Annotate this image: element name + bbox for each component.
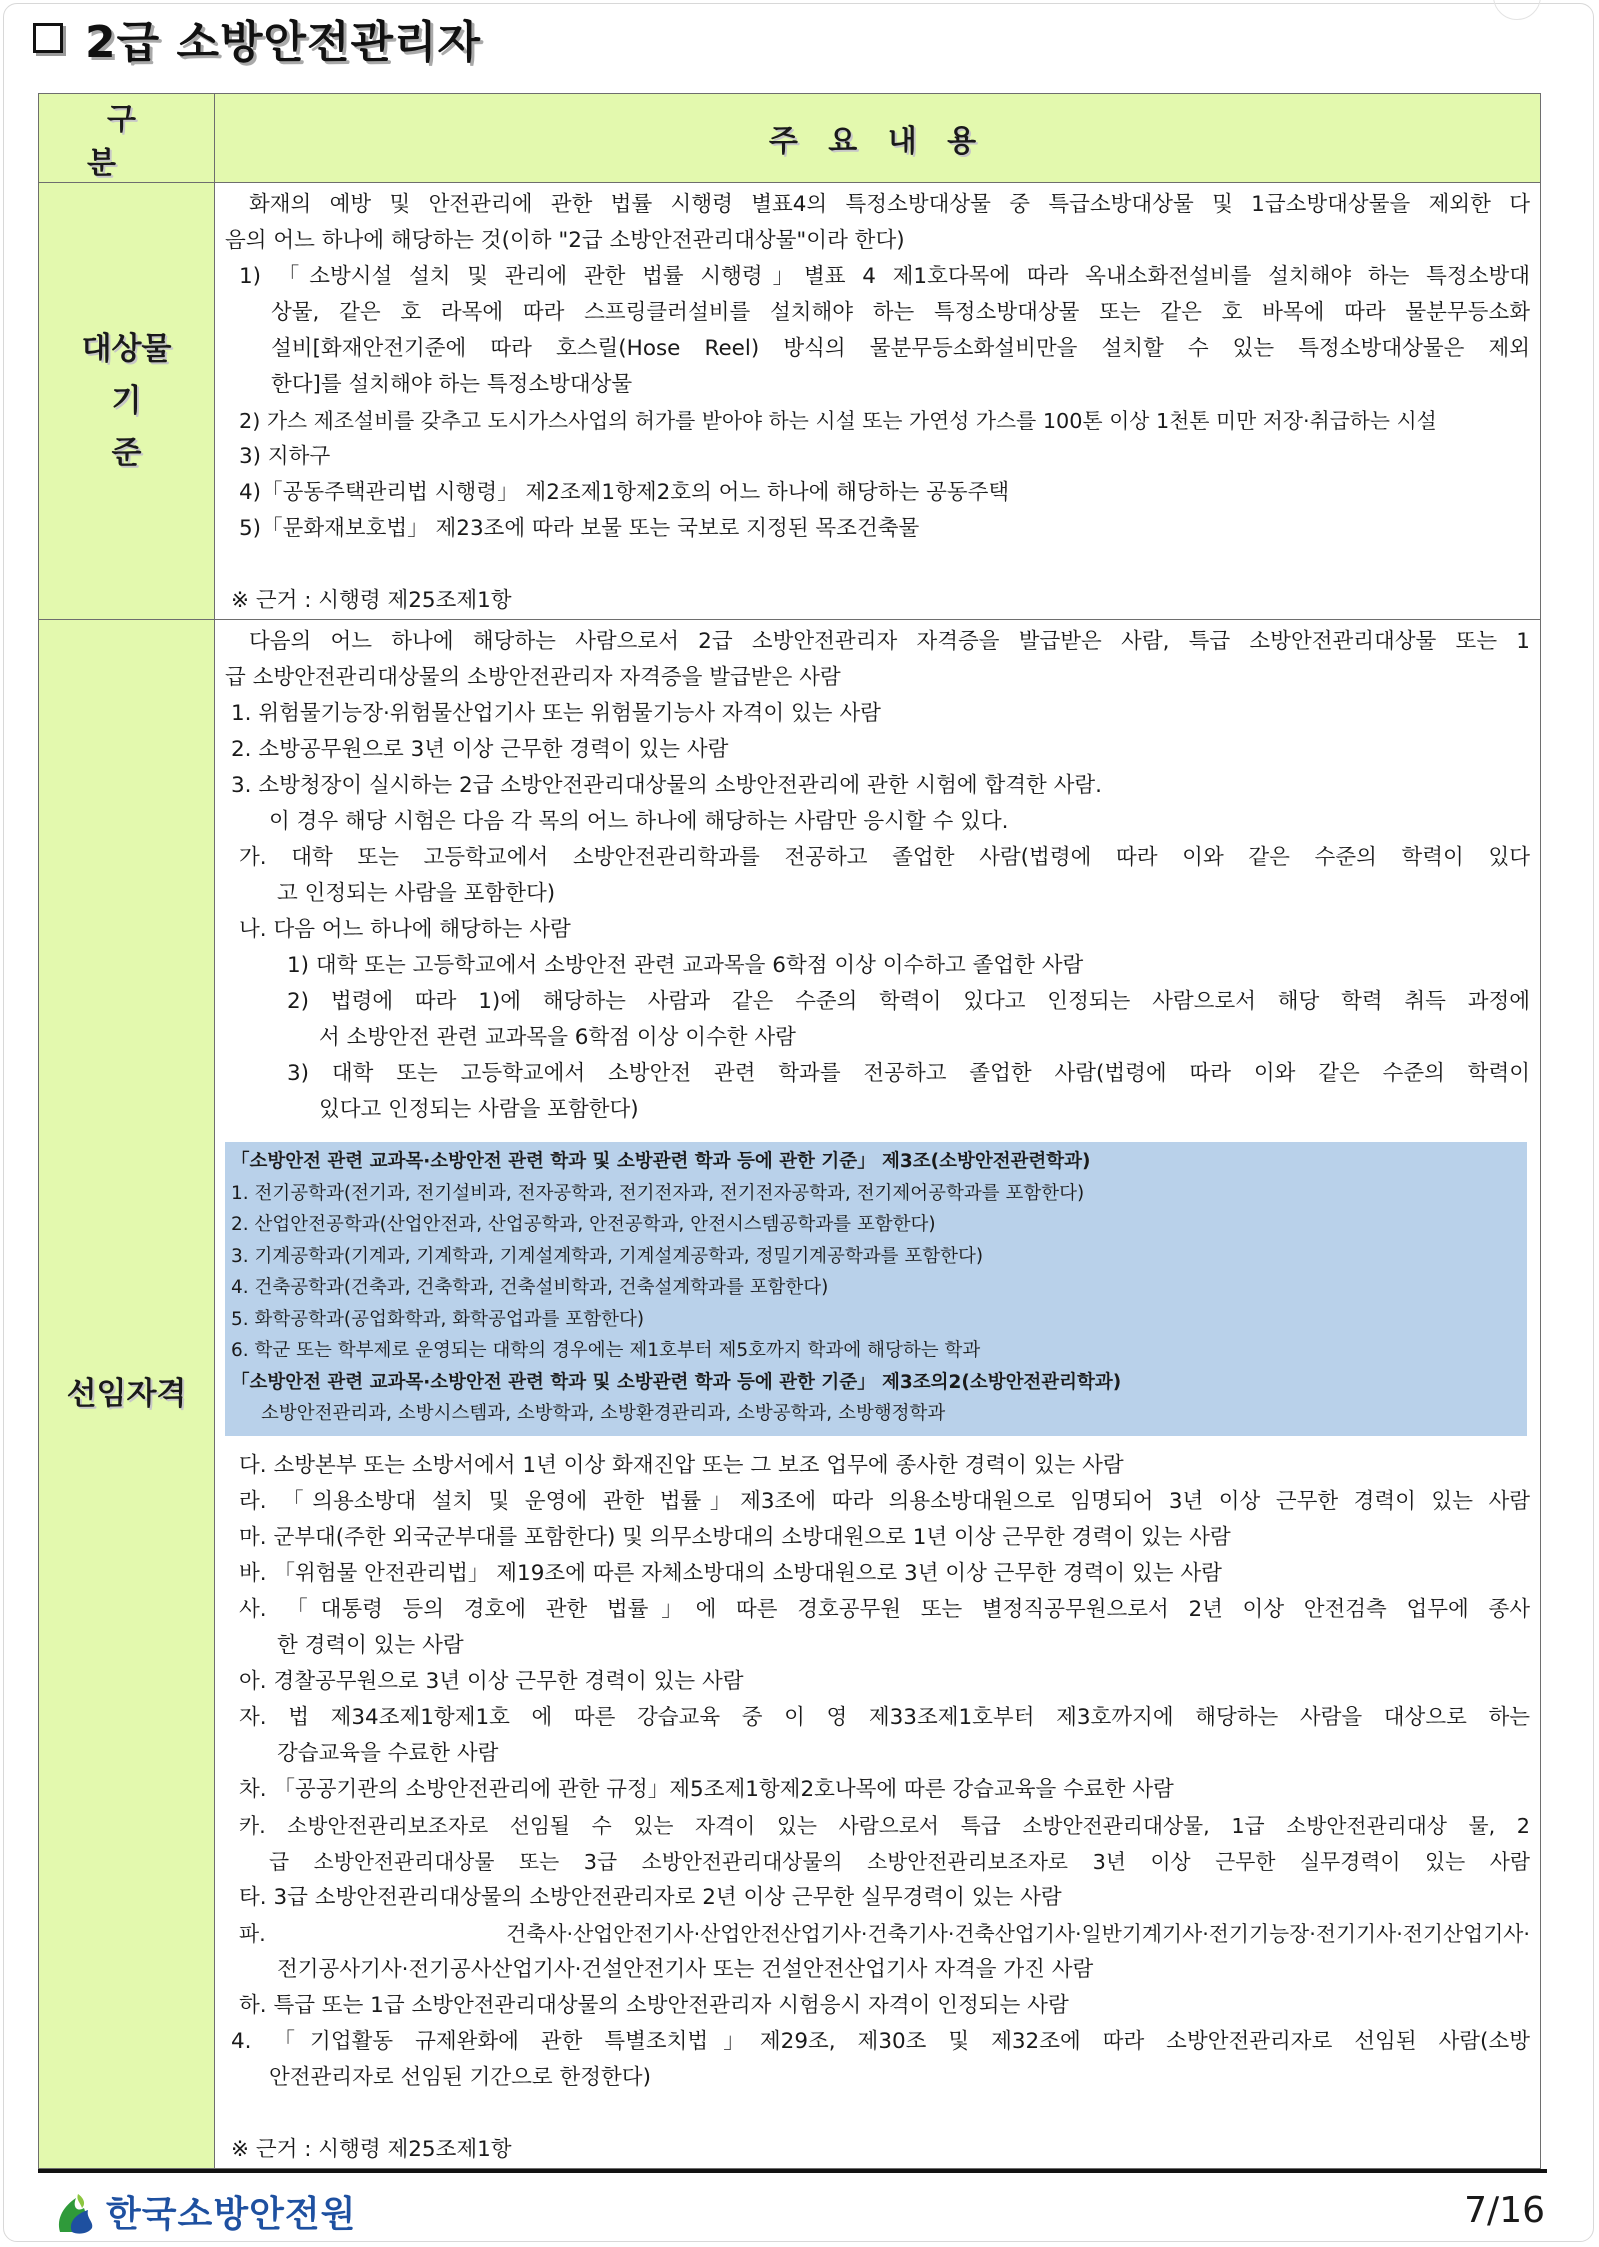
section1-category-line1: 대상물 — [81, 331, 172, 367]
text-line: 다음의 어느 하나에 해당하는 사람으로서 2급 소방안전관리자 자격증을 발급받은 사람, 특급 소방안전관리대상물 또는 1 — [249, 629, 1530, 654]
text-line: 서 소방안전 관련 교과목을 6학점 이상 이수한 사람 — [319, 1025, 796, 1050]
flame-logo-icon — [54, 2188, 98, 2236]
text-line: 1) 「소방시설 설치 및 관리에 관한 법률 시행령」별표 4 제1호다목에 따라 옥내소화전설비를 설치해야 하는 특정소방대 — [239, 264, 1530, 289]
text-line: 고 인정되는 사람을 포함한다) — [277, 881, 556, 906]
text-line: 한 경력이 있는 사람 — [277, 1632, 464, 1658]
section2-content — [215, 620, 1541, 2169]
text-line: 안전관리자로 선임된 기간으로 한정한다) — [269, 2064, 651, 2090]
page-title-row — [33, 10, 481, 66]
box-heading: 「소방안전 관련 교과목·소방안전 관련 학과 및 소방관련 학과 등에 관한 기준」 제3조의2(소방안전관리학과) — [231, 1371, 1122, 1393]
text-line: 2) 법령에 따라 1)에 해당하는 사람과 같은 수준의 학력이 있다고 인정되는 사람으로서 해당 학력 취득 과정에 — [287, 989, 1530, 1014]
related-departments-box — [225, 1142, 1527, 1436]
text-line: 1. 위험물기능장·위험물산업기사 또는 위험물기능사 자격이 있는 사람 — [231, 701, 881, 726]
text-line: 한다]를 설치해야 하는 특정소방대상물 — [271, 372, 633, 397]
text-line: 사. 「대통령 등의 경호에 관한 법률」에 따른 경호공무원 또는 별정직공무원으로서 2년 이상 안전검측 업무에 종사 — [239, 1596, 1530, 1622]
section1-category-line2: 기 준 — [111, 383, 172, 471]
footer-logo — [54, 2186, 356, 2237]
text-line: 3) 지하구 — [239, 444, 331, 469]
box-line: 4. 건축공학과(건축과, 건축학과, 건축설비학과, 건축설계학과를 포함한다) — [231, 1277, 829, 1298]
section2-category-cell — [39, 620, 215, 2169]
basis-note: ※ 근거 : 시행령 제25조제1항 — [231, 2136, 512, 2162]
text-line: 5)「문화재보호법」 제23조에 따라 보물 또는 국보로 지정된 목조건축물 — [239, 516, 920, 541]
text-line: 급 소방안전관리대상물 또는 3급 소방안전관리대상물의 소방안전관리보조자로 3년 이상 근무한 실무경력이 있는 사람 — [269, 1849, 1530, 1874]
logo-text: 한국소방안전원 — [106, 2194, 357, 2235]
text-line: 마. 군부대(주한 외국군부대를 포함한다) 및 의무소방대의 소방대원으로 1년 이상 근무한 경력이 있는 사람 — [239, 1524, 1231, 1550]
text-line: 2. 소방공무원으로 3년 이상 근무한 경력이 있는 사람 — [231, 737, 729, 762]
header-main-cell — [215, 94, 1541, 183]
section1-content — [215, 183, 1541, 620]
text-line: 바. 「위험물 안전관리법」 제19조에 따른 자체소방대의 소방대원으로 3년 이상 근무한 경력이 있는 사람 — [239, 1560, 1222, 1586]
page-number: 7/16 — [1464, 2190, 1545, 2231]
header-category: 구 분 — [87, 102, 186, 181]
page-title: 2급 소방안전관리자 — [85, 17, 481, 68]
text-line: 나. 다음 어느 하나에 해당하는 사람 — [239, 917, 571, 942]
box-line: 5. 화학공학과(공업화학과, 화학공업과를 포함한다) — [231, 1308, 645, 1330]
text-line: 2) 가스 제조설비를 갖추고 도시가스사업의 허가를 받아야 하는 시설 또는 가연성 가스를 100톤 이상 1천톤 미만 저장·취급하는 시설 — [239, 409, 1437, 433]
text-line: 차. 「공공기관의 소방안전관리에 관한 규정」제5조제1항제2호나목에 따른 강습교육을 수료한 사람 — [239, 1776, 1174, 1802]
text-line: 다. 소방본부 또는 소방서에서 1년 이상 화재진압 또는 그 보조 업무에 종사한 경력이 있는 사람 — [239, 1452, 1124, 1478]
box-line: 6. 학군 또는 학부제로 운영되는 대학의 경우에는 제1호부터 제5호까지 학과에 해당하는 학과 — [231, 1340, 981, 1361]
text-line: 3. 소방청장이 실시하는 2급 소방안전관리대상물의 소방안전관리에 관한 시험에 합격한 사람. — [231, 773, 1102, 798]
section1-category — [39, 323, 214, 479]
text-line: 4)「공동주택관리법 시행령」 제2조제1항제2호의 어느 하나에 해당하는 공동주택 — [239, 480, 1010, 505]
basis-note: ※ 근거 : 시행령 제25조제1항 — [231, 588, 512, 613]
box-line: 1. 전기공학과(전기과, 전기설비과, 전자공학과, 전기전자과, 전기전자공학과, 전기제어공학과를 포함한다) — [231, 1182, 1085, 1204]
text-line: 타. 3급 소방안전관리대상물의 소방안전관리자로 2년 이상 근무한 실무경력이 있는 사람 — [239, 1884, 1062, 1910]
text-line: 상물, 같은 호 라목에 따라 스프링클러설비를 설치해야 하는 특정소방대상물 또는 같은 호 바목에 따라 물분무등소화 — [271, 300, 1530, 325]
text-line: 급 소방안전관리대상물의 소방안전관리자 자격증을 발급받은 사람 — [225, 665, 841, 690]
text-line: 음의 어느 하나에 해당하는 것(이하 "2급 소방안전관리대상물"이라 한다) — [225, 228, 905, 253]
text-line: 이 경우 해당 시험은 다음 각 목의 어느 하나에 해당하는 사람만 응시할 수 있다. — [269, 809, 1009, 834]
box-heading: 「소방안전 관련 교과목·소방안전 관련 학과 및 소방관련 학과 등에 관한 기준」 제3조(소방안전관련학과) — [231, 1151, 1091, 1172]
text-line: 카. 소방안전관리보조자로 선임될 수 있는 자격이 있는 사람으로서 특급 소방안전관리대상물, 1급 소방안전관리대상 물, 2 — [239, 1813, 1530, 1838]
box-line: 2. 산업안전공학과(산업안전과, 산업공학과, 안전공학과, 안전시스템공학과를 포함한다) — [231, 1214, 936, 1235]
text-line: 있다고 인정되는 사람을 포함한다) — [319, 1097, 639, 1122]
text-line: 가. 대학 또는 고등학교에서 소방안전관리학과를 전공하고 졸업한 사람(법령에 따라 이와 같은 수준의 학력이 있다 — [239, 845, 1530, 870]
text-line: 설비[화재안전기준에 따라 호스릴(Hose Reel) 방식의 물분무등소화설비만을 설치할 수 있는 특정소방대상물은 제외 — [271, 336, 1530, 361]
header-category-cell — [39, 94, 215, 183]
checkbox-icon — [33, 23, 63, 53]
text-line: 4. 「기업활동 규제완화에 관한 특별조치법」제29조, 제30조 및 제32조에 따라 소방안전관리자로 선임된 사람(소방 — [231, 2028, 1530, 2054]
text-line: 아. 경찰공무원으로 3년 이상 근무한 경력이 있는 사람 — [239, 1668, 744, 1694]
section1-category-cell — [39, 183, 215, 620]
text-line: 자. 법 제34조제1항제1호 에 따른 강습교육 중 이 영 제33조제1호부터 제3호까지에 해당하는 사람을 대상으로 하는 — [239, 1704, 1530, 1730]
header-main: 주 요 내 용 — [768, 124, 987, 159]
text-line: 강습교육을 수료한 사람 — [277, 1740, 499, 1766]
box-line: 3. 기계공학과(기계과, 기계학과, 기계설계학과, 기계설계공학과, 정밀기계공학과를 포함한다) — [231, 1245, 984, 1267]
text-line: 라. 「의용소방대 설치 및 운영에 관한 법률」제3조에 따라 의용소방대원으로 임명되어 3년 이상 근무한 경력이 있는 사람 — [239, 1488, 1530, 1514]
text-line: 전기공사기사·전기공사산업기사·건설안전기사 또는 건설안전산업기사 자격을 가진 사람 — [277, 1956, 1094, 1982]
text-line: 파. 건축사·산업안전기사·산업안전산업기사·건축기사·건축산업기사·일반기계기사·전기기능장·전기기사·전기산업기사· — [239, 1921, 1530, 1946]
section2-category: 선임자격 — [66, 1375, 187, 1412]
footer-divider — [38, 2169, 1547, 2173]
box-line: 소방안전관리과, 소방시스템과, 소방학과, 소방환경관리과, 소방공학과, 소방행정학과 — [261, 1403, 946, 1424]
text-line: 1) 대학 또는 고등학교에서 소방안전 관련 교과목을 6학점 이상 이수하고 졸업한 사람 — [287, 953, 1084, 978]
text-line: 3) 대학 또는 고등학교에서 소방안전 관련 학과를 전공하고 졸업한 사람(법령에 따라 이와 같은 수준의 학력이 — [287, 1061, 1530, 1086]
text-line: 하. 특급 또는 1급 소방안전관리대상물의 소방안전관리자 시험응시 자격이 인정되는 사람 — [239, 1992, 1069, 2018]
content-table — [38, 93, 1541, 2169]
text-line: 화재의 예방 및 안전관리에 관한 법률 시행령 별표4의 특정소방대상물 중 특급소방대상물 및 1급소방대상물을 제외한 다 — [249, 192, 1530, 217]
